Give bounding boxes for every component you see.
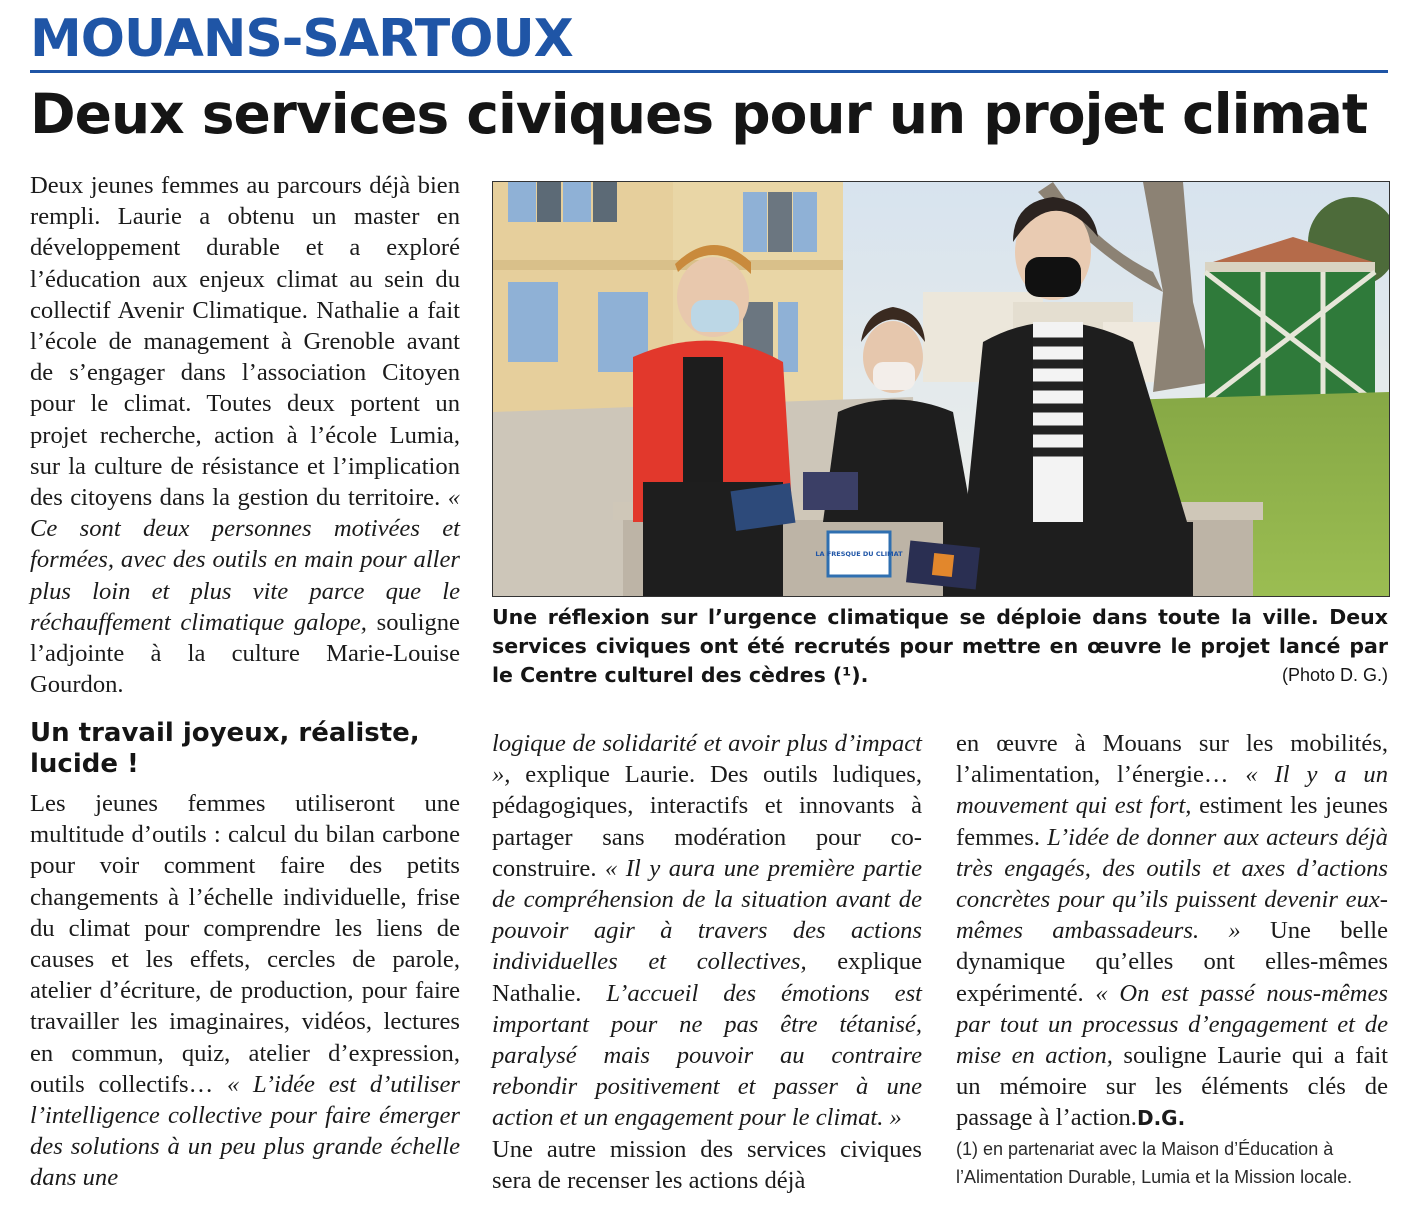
body3-text-2: estiment les jeunes femmes.	[956, 792, 1388, 851]
body-column-1	[30, 788, 460, 1194]
body3-text-4: souligne Laurie qui a fait un mémoire sur les éléments clés de passage à l’action.	[956, 1042, 1388, 1132]
body-column-2	[492, 728, 922, 1196]
photo-illustration	[493, 182, 1389, 596]
section-title: MOUANS-SARTOUX	[30, 9, 573, 69]
body2-text-2: explique Nathalie.	[492, 948, 922, 1007]
body3-text-3: Une belle dynamique qu’elles ont elles-mêmes expérimenté.	[956, 917, 1388, 1007]
body3-quote-2: L’idée de donner aux acteurs déjà très engagés, des outils et axes d’actions concrètes pour qu’ils puissent devenir eux-mêmes ambassadeurs. »	[956, 823, 1388, 945]
body2-quote-1: logique de solidarité et avoir plus d’impact »,	[492, 730, 922, 789]
body3-quote-1: « Il y a un mouvement qui est fort,	[956, 761, 1388, 820]
body2-text-3: Une autre mission des services civiques sera de recenser les actions déjà	[492, 1135, 922, 1194]
headline: Deux services civiques pour un projet climat	[30, 82, 1368, 146]
body1-quote: « L’idée est d’utiliser l’intelligence collective pour faire émerger des solutions à un peu plus grande échelle dans une	[30, 1070, 460, 1192]
photo-caption	[492, 603, 1388, 690]
body1-text: Les jeunes femmes utiliseront une multitude d’outils : calcul du bilan carbone pour voir comment faire des petits changements à l’échelle individuelle, frise du climat pour comprendre les liens de causes et les effets, cercles de parole, atelier d’écriture, de production, pour faire travailler les imaginaires, vidéos, lectures en commun, quiz, atelier d’expression, outils collectifs…	[30, 790, 460, 1098]
intro-paragraph	[30, 170, 460, 700]
body2-text-1: explique Laurie. Des outils ludiques, pédagogiques, interactifs et innovants à partager sans modération pour co-construire.	[492, 761, 922, 882]
intro-text-end: souligne l’adjointe à la culture Marie-Louise Gourdon.	[30, 608, 460, 699]
body3-text-1: en œuvre à Mouans sur les mobilités, l’alimentation, l’énergie…	[956, 730, 1388, 789]
subheading: Un travail joyeux, réaliste, lucide !	[30, 718, 420, 779]
caption-text: Une réflexion sur l’urgence climatique se déploie dans toute la ville. Deux services civiques ont été recrutés pour mettre en œuvre le projet lancé par le Centre culturel des cèdres (¹).	[492, 605, 1388, 687]
intro-text: Deux jeunes femmes au parcours déjà bien rempli. Laurie a obtenu un master en développement durable et a exploré l’éducation aux enjeux climat au sein du collectif Avenir Climatique. Nathalie a fait l’école de management à Grenoble avant de s’engager dans l’association Citoyen pour le climat. Toutes deux portent un projet recherche, action à l’école Lumia, sur la culture de résistance et l’implication des citoyens dans la gestion du territoire.	[30, 172, 460, 512]
author-signature: D.G.	[1136, 1106, 1186, 1131]
article-photo	[492, 181, 1390, 597]
intro-quote: « Ce sont deux personnes motivées et formées, avec des outils en main pour aller plus loin et plus vite parce que le réchauffement climatique galope,	[30, 484, 460, 636]
photo-credit: (Photo D. G.)	[1281, 665, 1388, 685]
body2-quote-3: L’accueil des émotions est important pour ne pas être tétanisé, paralysé mais pouvoir au contraire rebondir positivement et passer à une action et un engagement pour le climat. »	[492, 979, 922, 1132]
body3-quote-3: « On est passé nous-mêmes par tout un processus d’engagement et de mise en action,	[956, 979, 1388, 1070]
body2-quote-2: « Il y aura une première partie de compréhension de la situation avant de pouvoir agir à travers des actions individuelles et collectives,	[492, 854, 922, 976]
flyer-text: LA FRESQUE DU CLIMAT	[815, 550, 903, 558]
footnote: (1) en partenariat avec la Maison d’Éducation à l’Alimentation Durable, Lumia et la Mission locale.	[956, 1138, 1353, 1187]
body-column-3	[956, 728, 1388, 1191]
section-rule	[30, 70, 1388, 73]
